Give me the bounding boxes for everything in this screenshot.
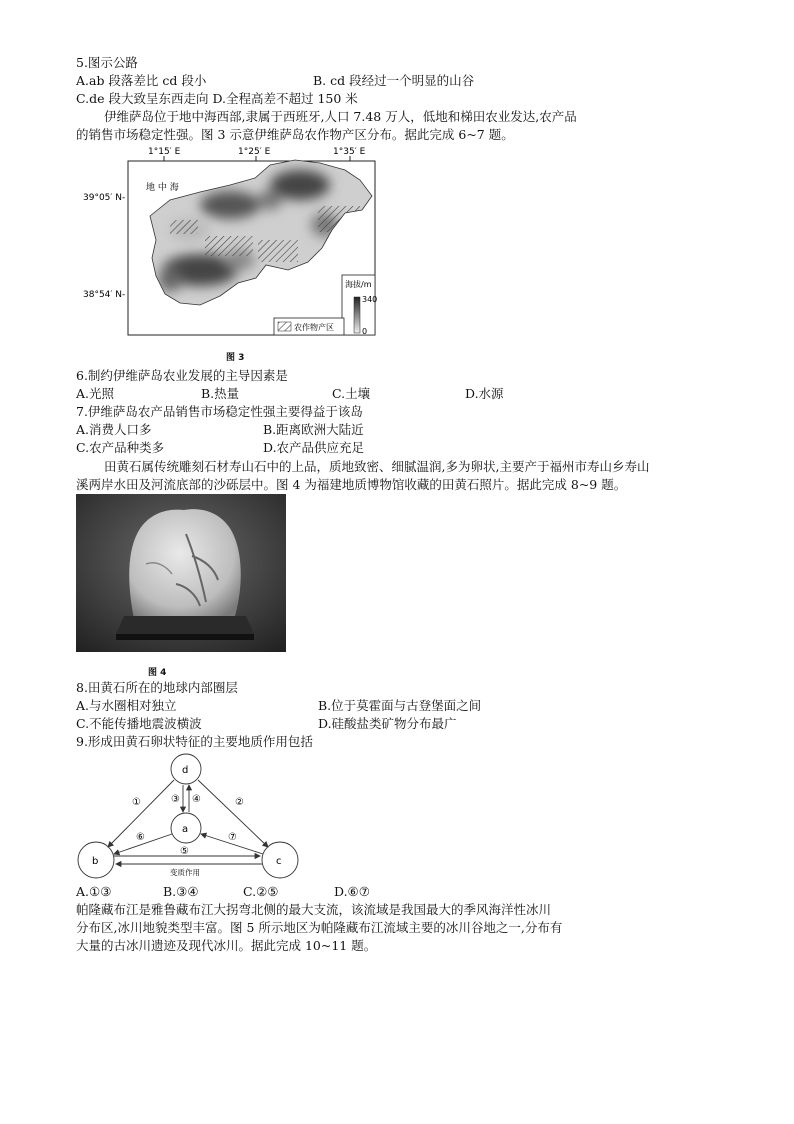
figure-3-caption: 图 3 xyxy=(226,353,245,363)
rock-cycle-diagram xyxy=(70,750,310,882)
arrow-label-5: ⑤ xyxy=(180,846,189,857)
q8-option-c: C.不能传播地震波横波 xyxy=(76,716,202,731)
q6-option-d: D.水源 xyxy=(465,386,504,401)
q6-option-b: B.热量 xyxy=(201,386,240,401)
passage3-line2: 分布区,冰川地貌类型丰富。图 5 所示地区为帕隆藏布江流域主要的冰川谷地之一,分布有 xyxy=(76,920,563,935)
q7-option-a: A.消费人口多 xyxy=(76,422,152,437)
arrow-label-4: ④ xyxy=(192,794,201,805)
q9-option-c: C.②⑤ xyxy=(243,884,279,899)
node-d: d xyxy=(182,765,189,776)
q9-option-a: A.①③ xyxy=(76,884,112,899)
arrow-label-6: ⑥ xyxy=(136,832,145,843)
lat-label-1: 39°05′ N- xyxy=(83,193,126,203)
q6-option-c: C.土壤 xyxy=(332,386,371,401)
node-a: a xyxy=(182,824,189,835)
elevation-min: 0 xyxy=(362,327,368,336)
q7-option-d: D.农产品供应充足 xyxy=(263,440,365,455)
arrow-label-3: ③ xyxy=(171,794,180,805)
node-c: c xyxy=(276,856,282,867)
legend-crop-area: 农作物产区 xyxy=(294,323,334,332)
lon-label-2: 1°25′ E xyxy=(238,147,271,157)
q5-option-cd: C.de 段大致呈东西走向 D.全程高差不超过 150 米 xyxy=(76,91,358,106)
arrow-label-1: ① xyxy=(132,797,141,808)
passage2-line1: 田黄石属传统雕刻石材寿山石中的上品，质地致密、细腻温润,多为卵状,主要产于福州市寿山乡寿山 xyxy=(104,459,650,474)
node-b: b xyxy=(92,856,99,867)
q6-stem: 6.制约伊维萨岛农业发展的主导因素是 xyxy=(76,368,288,383)
lon-label-1: 1°15′ E xyxy=(148,147,181,157)
elevation-title: 海拔/m xyxy=(345,280,372,289)
passage3-line1: 帕隆藏布江是雅鲁藏布江大拐弯北侧的最大支流，该流域是我国最大的季风海洋性冰川 xyxy=(76,902,552,917)
figure-3-map xyxy=(80,140,380,365)
q9-option-d: D.⑥⑦ xyxy=(334,884,370,899)
q9-option-b: B.③④ xyxy=(163,884,199,899)
q9-stem: 9.形成田黄石卵状特征的主要地质作用包括 xyxy=(76,734,313,749)
q7-option-c: C.农产品种类多 xyxy=(76,440,165,455)
q5-option-a: A.ab 段落差比 cd 段小 xyxy=(76,73,207,88)
q8-option-a: A.与水圈相对独立 xyxy=(76,698,177,713)
q6-option-a: A.光照 xyxy=(76,386,115,401)
q7-stem: 7.伊维萨岛农产品销售市场稳定性强主要得益于该岛 xyxy=(76,404,363,419)
arrow-label-7: ⑦ xyxy=(228,832,237,843)
q8-option-d: D.硅酸盐类矿物分布最广 xyxy=(318,716,457,731)
passage1-line1: 伊维萨岛位于地中海西部,隶属于西班牙,人口 7.48 万人，低地和梯田农业发达,农产品 xyxy=(104,109,577,124)
metamorphism-label: 变质作用 xyxy=(170,868,200,877)
q7-option-b: B.距离欧洲大陆近 xyxy=(263,422,364,437)
q5-stem: 5.图示公路 xyxy=(76,55,138,70)
arrow-label-2: ② xyxy=(235,797,244,808)
lat-label-2: 38°54′ N- xyxy=(83,290,126,300)
lon-label-3: 1°35′ E xyxy=(333,147,366,157)
passage2-line2: 溪两岸水田及河流底部的沙砾层中。图 4 为福建地质博物馆收藏的田黄石照片。据此完成 8~9 题。 xyxy=(76,477,627,492)
q8-stem: 8.田黄石所在的地球内部圈层 xyxy=(76,680,238,695)
elevation-max: 340 xyxy=(362,295,378,304)
q5-option-b: B. cd 段经过一个明显的山谷 xyxy=(313,73,475,88)
figure-4-photo xyxy=(76,494,286,652)
figure-4-caption: 图 4 xyxy=(148,668,167,678)
passage1-line2: 的销售市场稳定性强。图 3 示意伊维萨岛农作物产区分布。据此完成 6~7 题。 xyxy=(76,127,514,142)
sea-label: 地 中 海 xyxy=(146,183,179,193)
passage3-line3: 大量的古冰川遗迹及现代冰川。据此完成 10~11 题。 xyxy=(76,938,377,953)
q8-option-b: B.位于莫霍面与古登堡面之间 xyxy=(318,698,482,713)
